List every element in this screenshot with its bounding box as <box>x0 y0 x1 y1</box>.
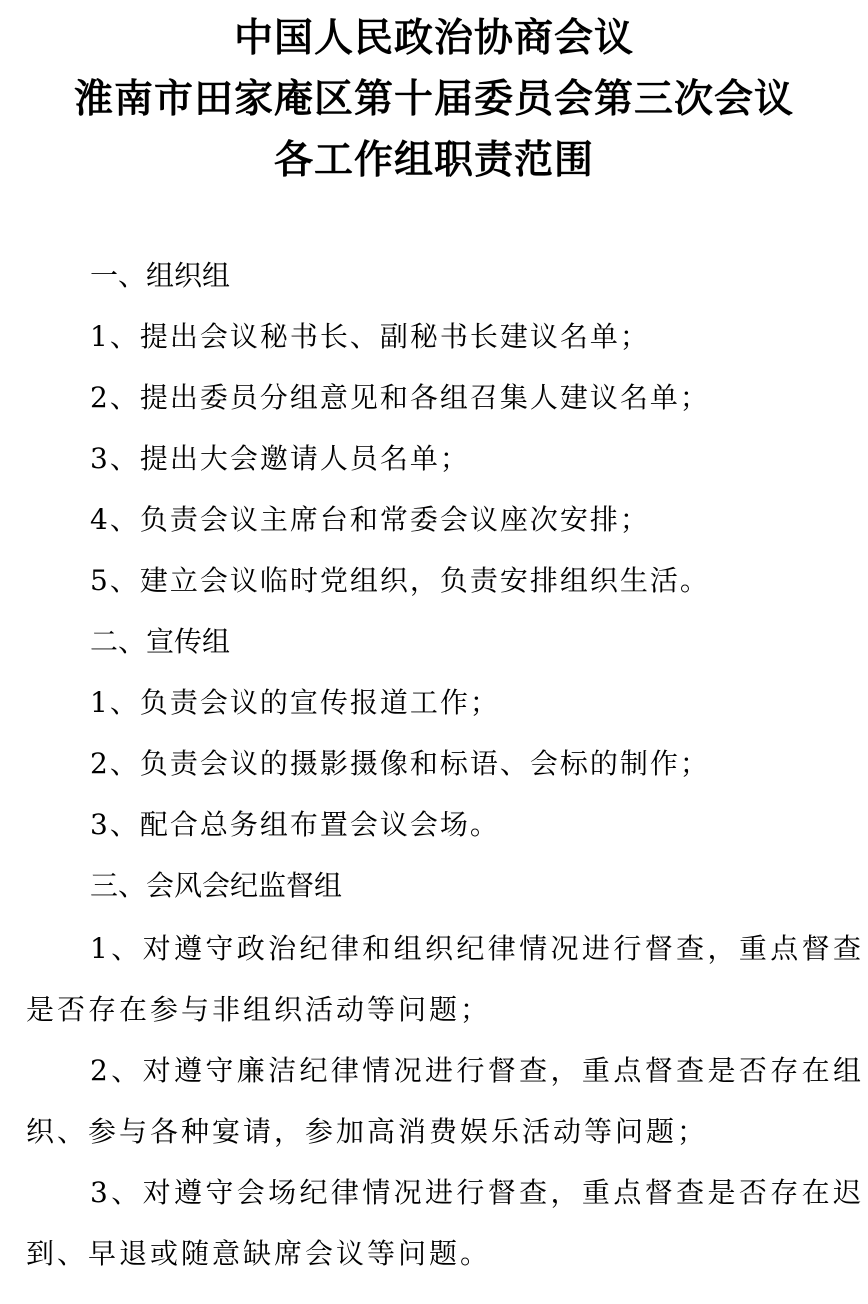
section-heading-supervision: 三、会风会纪监督组 <box>90 869 343 902</box>
title-line-2: 淮南市田家庵区第十届委员会第三次会议 <box>73 77 794 122</box>
title-line-3: 各工作组职责范围 <box>273 138 594 183</box>
paragraph-item: 3、对遵守会场纪律情况进行督查，重点督查是否存在迟到、早退或随意缺席会议等问题。 <box>26 1176 864 1270</box>
list-item: 3、提出大会邀请人员名单； <box>90 442 470 475</box>
list-item: 1、负责会议的宣传报道工作； <box>90 686 500 719</box>
paragraph-item: 1、对遵守政治纪律和组织纪律情况进行督查，重点督查是否存在参与非组织活动等问题； <box>26 932 864 1026</box>
document-title <box>0 8 868 191</box>
section-heading-publicity: 二、宣传组 <box>90 625 231 658</box>
list-item: 3、配合总务组布置会议会场。 <box>90 808 500 841</box>
paragraph-item: 2、对遵守廉洁纪律情况进行督查，重点督查是否存在组织、参与各种宴请，参加高消费娱乐活动等问题； <box>26 1054 864 1148</box>
list-item: 4、负责会议主席台和常委会议座次安排； <box>90 503 650 536</box>
list-item: 5、建立会议临时党组织，负责安排组织生活。 <box>90 564 710 597</box>
list-item: 2、负责会议的摄影摄像和标语、会标的制作； <box>90 747 710 780</box>
list-item: 2、提出委员分组意见和各组召集人建议名单； <box>90 381 710 414</box>
title-line-1: 中国人民政治协商会议 <box>233 16 634 61</box>
section-heading-organization: 一、组织组 <box>90 259 231 292</box>
list-item: 1、提出会议秘书长、副秘书长建议名单； <box>90 320 650 353</box>
